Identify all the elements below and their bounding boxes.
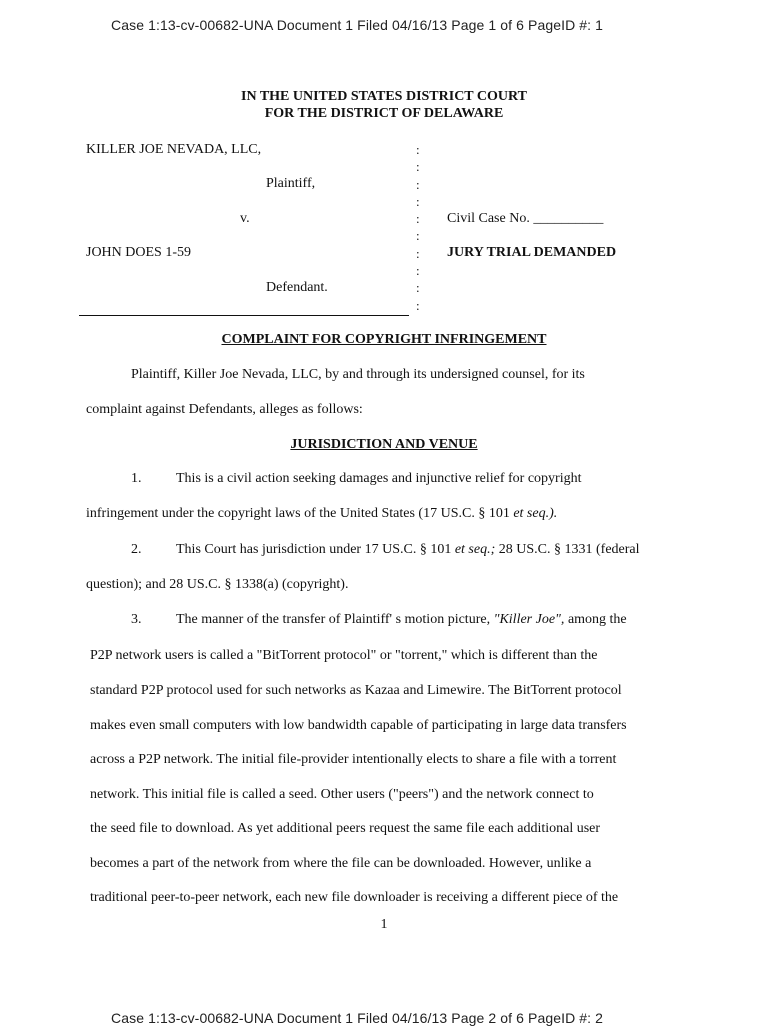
caption-colon-column: [416, 141, 424, 314]
caption-colon: :: [416, 263, 420, 279]
paragraph-1-line-1: This is a civil action seeking damages and injunctive relief for copyright: [176, 471, 582, 486]
versus-label: v.: [240, 211, 250, 226]
caption-colon: :: [416, 193, 420, 209]
paragraph-2-line-2: question); and 28 US.C. § 1338(a) (copyright).: [86, 577, 349, 592]
paragraph-1-line-2: infringement under the copyright laws of the United States (17 US.C. § 101 et seq.).: [86, 506, 558, 521]
defendant-role: Defendant.: [266, 280, 328, 295]
court-name-line-2: FOR THE DISTRICT OF DELAWARE: [264, 106, 504, 121]
intro-line-2: complaint against Defendants, alleges as follows:: [86, 402, 363, 417]
intro-line-1: Plaintiff, Killer Joe Nevada, LLC, by and through its undersigned counsel, for its: [131, 367, 585, 382]
paragraph-3-line: P2P network users is called a "BitTorrent protocol" or "torrent," which is different than the: [90, 648, 598, 663]
caption-colon: :: [416, 142, 420, 157]
complaint-title: COMPLAINT FOR COPYRIGHT INFRINGEMENT: [221, 332, 547, 347]
paragraph-number-3: 3.: [131, 612, 142, 627]
caption-colon: :: [416, 245, 420, 261]
defendant-name: JOHN DOES 1-59: [86, 245, 191, 260]
section-heading: JURISDICTION AND VENUE: [290, 437, 478, 452]
caption-divider: [79, 315, 409, 316]
page-header: Case 1:13-cv-00682-UNA Document 1 Filed 04/16/13 Page 1 of 6 PageID #: 1: [111, 17, 604, 33]
caption-colon: :: [416, 159, 420, 175]
paragraph-3-line: traditional peer-to-peer network, each new file downloader is receiving a different piece of the: [90, 890, 619, 905]
paragraph-number-1: 1.: [131, 471, 142, 486]
paragraph-3-line: the seed file to download. As yet additional peers request the same file each additional user: [90, 821, 601, 836]
next-page-header: Case 1:13-cv-00682-UNA Document 1 Filed 04/16/13 Page 2 of 6 PageID #: 2: [111, 1010, 604, 1026]
paragraph-3-line: network. This initial file is called a seed. Other users ("peers") and the network connect to: [90, 787, 594, 802]
paragraph-3-line: becomes a part of the network from where the file can be downloaded. However, unlike a: [90, 856, 592, 871]
paragraph-3-line-1: The manner of the transfer of Plaintiff' s motion picture, "Killer Joe", among the: [176, 612, 627, 627]
caption-colon: :: [416, 297, 420, 313]
plaintiff-name: KILLER JOE NEVADA, LLC,: [86, 142, 262, 157]
paragraph-3-line: makes even small computers with low bandwidth capable of participating in large data transfers: [90, 718, 627, 733]
caption-colon: :: [416, 228, 420, 244]
civil-case-number: Civil Case No. __________: [447, 211, 604, 226]
caption-colon: :: [416, 280, 420, 296]
paragraph-2-line-1: This Court has jurisdiction under 17 US.C. § 101 et seq.; 28 US.C. § 1331 (federal: [176, 542, 640, 557]
caption-colon: :: [416, 211, 420, 227]
jury-trial-demanded: JURY TRIAL DEMANDED: [447, 245, 617, 260]
paragraph-3-line: across a P2P network. The initial file-provider intentionally elects to share a file with a torrent: [90, 752, 617, 767]
page-number: 1: [380, 917, 388, 932]
court-name-line-1: IN THE UNITED STATES DISTRICT COURT: [241, 89, 527, 104]
paragraph-number-2: 2.: [131, 542, 142, 557]
plaintiff-role: Plaintiff,: [266, 176, 316, 191]
paragraph-3-line: standard P2P protocol used for such networks as Kazaa and Limewire. The BitTorrent protocol: [90, 683, 622, 698]
caption-colon: :: [416, 176, 420, 192]
